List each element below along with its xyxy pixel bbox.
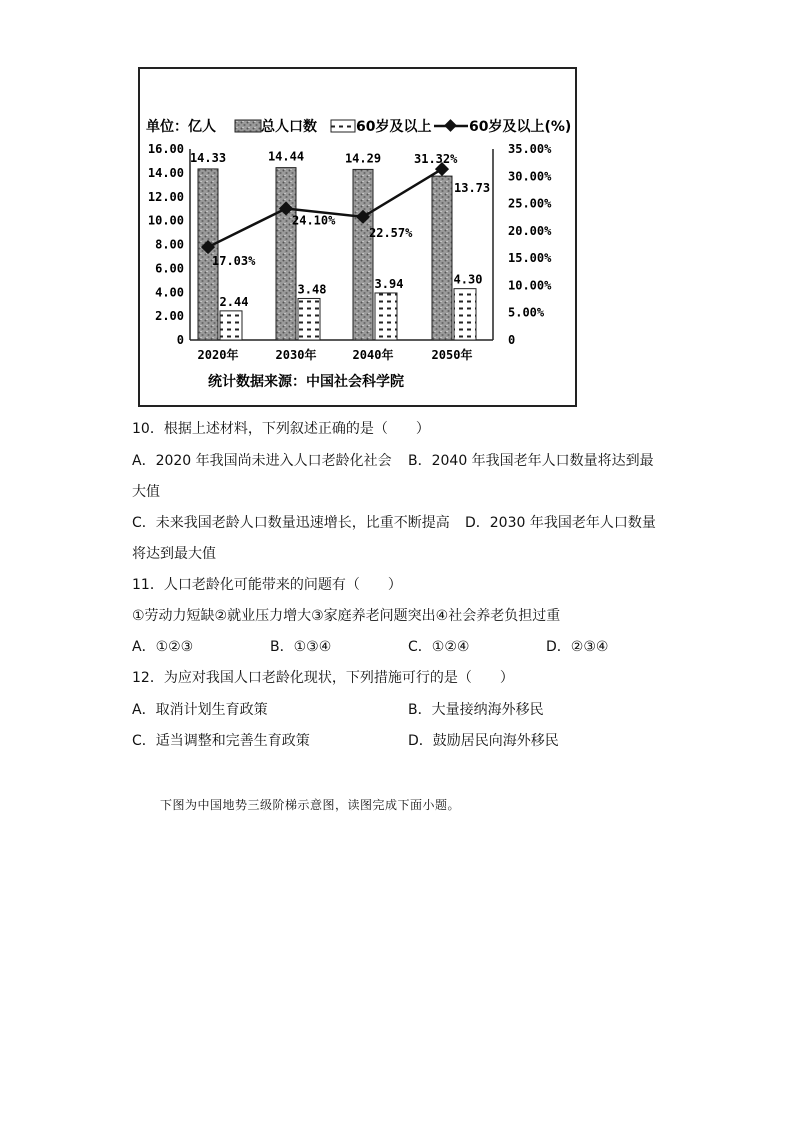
data-source: 统计数据来源：中国社会科学院 <box>208 374 404 390</box>
legend-total-label: 总人口数 <box>261 119 317 135</box>
category-label: 2040年 <box>352 348 394 362</box>
left-tick-label: 4.00 <box>155 285 184 300</box>
left-tick-label: 8.00 <box>155 237 184 252</box>
bar-60-plus <box>454 289 476 340</box>
bar-60-plus <box>220 311 242 340</box>
q12-option-c: C．适当调整和完善生育政策 <box>132 733 310 749</box>
legend-pct-label: 60岁及以上(%) <box>469 119 572 135</box>
right-tick-label: 15.00% <box>508 251 552 266</box>
category-label: 2030年 <box>275 348 317 362</box>
q11-option-c: C．①②④ <box>408 639 470 655</box>
left-tick-label: 12.00 <box>147 189 184 204</box>
right-tick-label: 10.00% <box>508 278 552 293</box>
left-tick-label: 0 <box>176 333 184 347</box>
q12-option-a: A．取消计划生育政策 <box>132 702 268 718</box>
q12-option-b: B．大量接纳海外移民 <box>408 702 544 718</box>
bar-total-population <box>432 176 452 340</box>
legend-60-swatch <box>331 120 355 132</box>
bar-total-label: 13.73 <box>454 181 491 196</box>
left-tick-label: 14.00 <box>147 165 184 180</box>
q10-stem: 10．根据上述材料，下列叙述正确的是（ ） <box>132 421 430 437</box>
chart-svg <box>138 67 577 407</box>
pct-label: 24.10% <box>292 213 336 228</box>
right-tick-label: 5.00% <box>508 305 545 320</box>
pct-label: 31.32% <box>414 152 458 167</box>
right-tick-label: 20.00% <box>508 223 552 238</box>
right-tick-label: 30.00% <box>508 169 552 184</box>
q11-stem: 11．人口老龄化可能带来的问题有（ ） <box>132 577 402 593</box>
bar-total-population <box>276 168 296 340</box>
q10-option-c: C．未来我国老龄人口数量迅速增长，比重不断提高 <box>132 515 450 531</box>
q12-option-d: D．鼓励居民向海外移民 <box>408 733 559 749</box>
left-tick-label: 16.00 <box>147 142 184 156</box>
left-tick-label: 6.00 <box>155 261 184 276</box>
q11-option-a: A．①②③ <box>132 639 194 655</box>
bar-total-label: 14.33 <box>189 150 227 165</box>
unit-label: 单位：亿人 <box>146 119 216 135</box>
bar-total-population <box>353 169 373 340</box>
q10-option-a: A．2020 年我国尚未进入人口老龄化社会 <box>132 453 392 469</box>
left-tick-label: 10.00 <box>147 213 184 228</box>
q10-option-d-line2: 将达到最大值 <box>132 546 216 562</box>
bar-total-label: 14.44 <box>267 149 305 164</box>
q11-option-b: B．①③④ <box>270 639 332 655</box>
bar-60-plus-label: 2.44 <box>219 294 249 309</box>
bar-total-label: 14.29 <box>344 151 382 166</box>
q12-stem: 12．为应对我国人口老龄化现状，下列措施可行的是（ ） <box>132 670 514 686</box>
legend-60-label: 60岁及以上 <box>356 119 432 135</box>
q11-option-d: D．②③④ <box>546 639 609 655</box>
q11-items: ①劳动力短缺②就业压力增大③家庭养老问题突出④社会养老负担过重 <box>132 608 561 624</box>
category-label: 2020年 <box>197 348 239 362</box>
bar-60-plus-label: 4.30 <box>453 272 483 287</box>
legend-total-swatch <box>235 120 261 132</box>
bar-60-plus <box>375 293 397 340</box>
right-tick-label: 25.00% <box>508 196 552 211</box>
map-intro-text: 下图为中国地势三级阶梯示意图，读图完成下面小题。 <box>160 798 461 812</box>
q10-option-d-line1: D．2030 年我国老年人口数量 <box>465 515 656 531</box>
right-tick-label: 0 <box>508 333 516 347</box>
population-chart <box>138 67 577 407</box>
pct-label: 17.03% <box>212 254 256 269</box>
left-tick-label: 2.00 <box>155 309 184 324</box>
q10-option-b-line2: 大值 <box>132 484 160 500</box>
bar-60-plus-label: 3.94 <box>374 276 404 291</box>
q10-option-b-line1: B．2040 年我国老年人口数量将达到最 <box>408 453 654 469</box>
right-tick-label: 35.00% <box>508 142 552 156</box>
bar-60-plus <box>298 298 320 340</box>
pct-label: 22.57% <box>369 225 413 240</box>
category-label: 2050年 <box>431 348 473 362</box>
bar-60-plus-label: 3.48 <box>297 282 327 297</box>
